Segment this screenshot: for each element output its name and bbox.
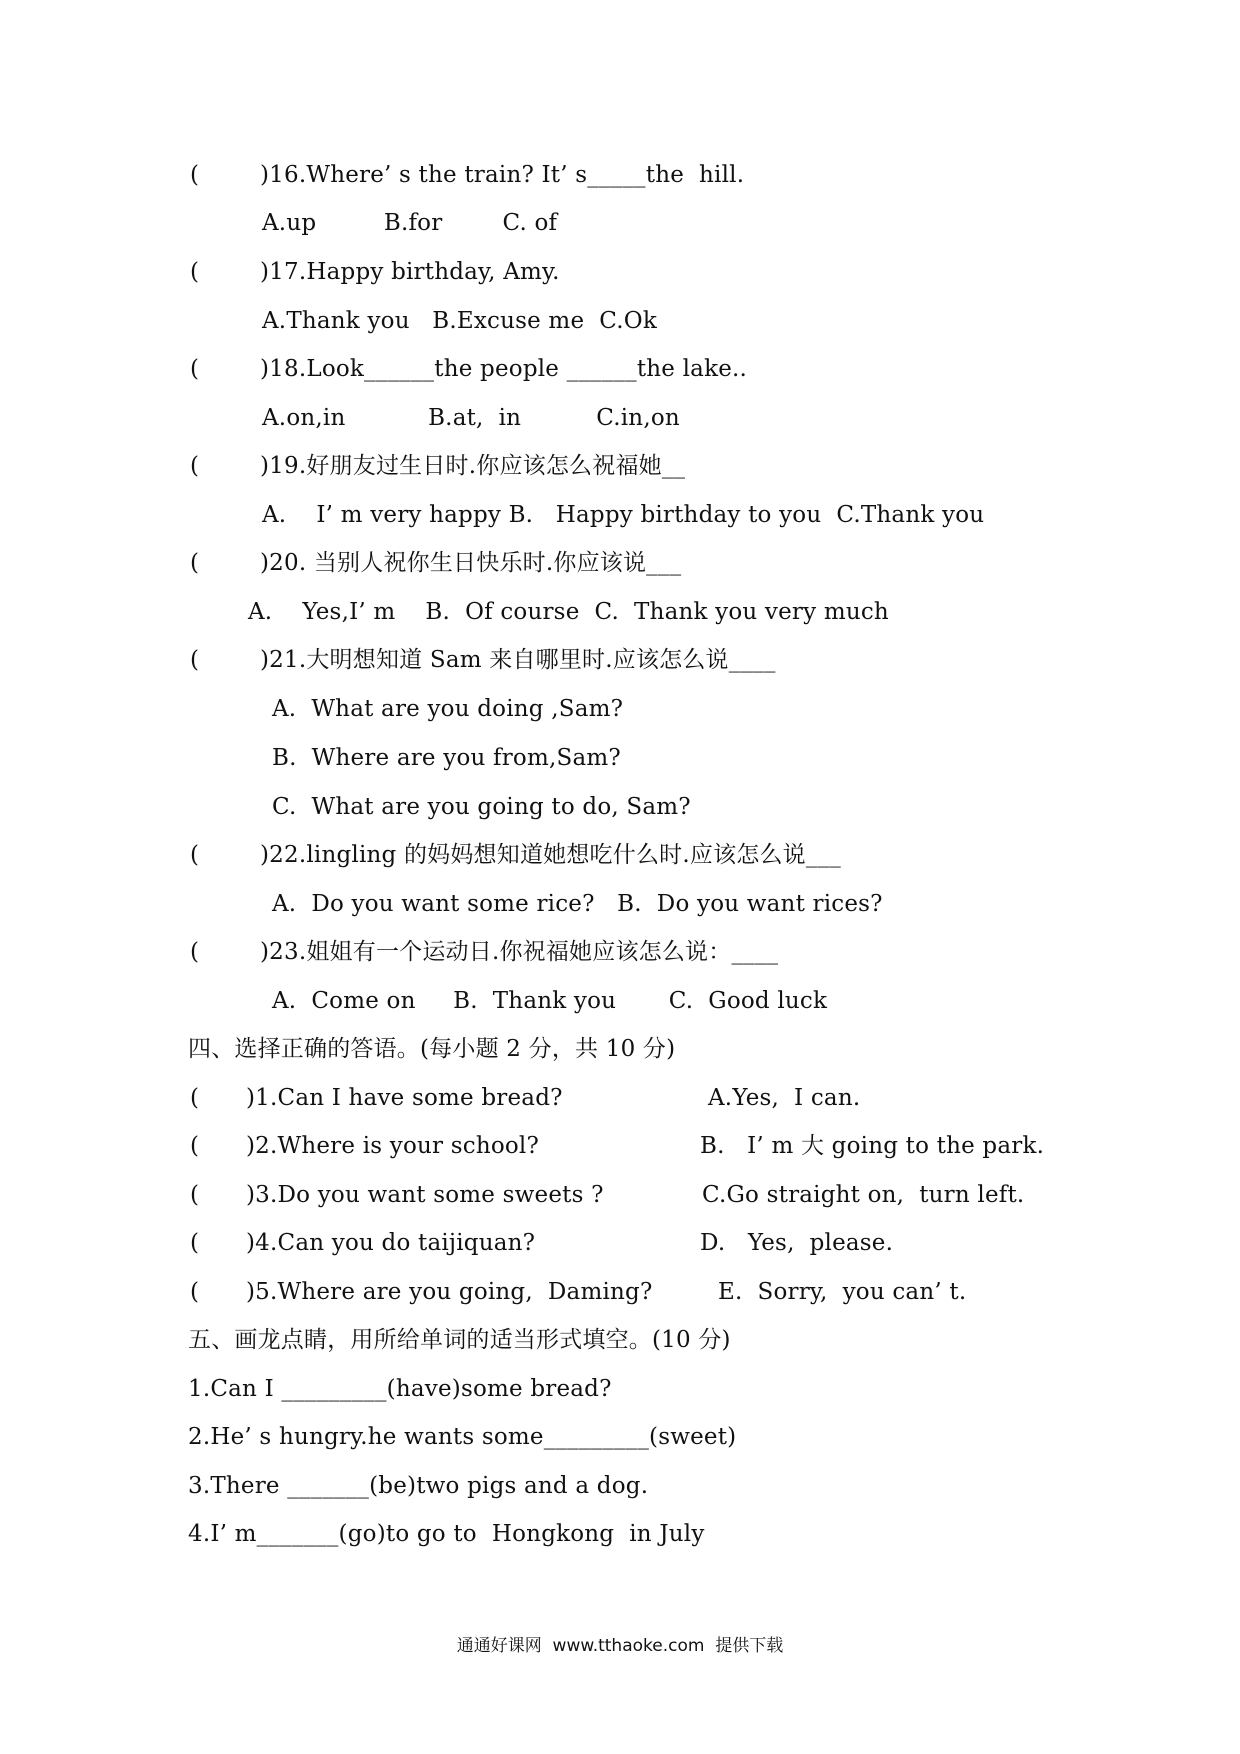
answer-bracket: ( xyxy=(190,550,199,576)
fill-blank-2: 2.He’ s hungry.he wants some_________(sweet) xyxy=(188,1424,737,1450)
match-answer-d: D. Yes, please. xyxy=(700,1230,894,1256)
question-18-options: A.on,in B.at, in C.in,on xyxy=(262,405,680,431)
question-21-option-a: A. What are you doing ,Sam? xyxy=(272,696,624,722)
answer-bracket: ( xyxy=(190,259,199,285)
question-20: )20. 当别人祝你生日快乐时.你应该说___ xyxy=(260,550,682,576)
answer-bracket: ( xyxy=(190,453,199,479)
question-19-options: A. I’ m very happy B. Happy birthday to you C.Thank you xyxy=(262,502,985,528)
match-question-5: )5.Where are you going, Daming? xyxy=(246,1279,653,1305)
fill-blank-1: 1.Can I _________(have)some bread? xyxy=(188,1376,612,1402)
question-18: )18.Look______the people ______the lake.. xyxy=(260,356,748,382)
question-23-options: A. Come on B. Thank you C. Good luck xyxy=(272,988,828,1014)
fill-blank-4: 4.I’ m_______(go)to go to Hongkong in July xyxy=(188,1521,705,1547)
answer-bracket: ( xyxy=(190,1133,199,1159)
answer-bracket: ( xyxy=(190,356,199,382)
match-question-3: )3.Do you want some sweets ? xyxy=(246,1182,604,1208)
answer-bracket: ( xyxy=(190,1085,199,1111)
question-16-options: A.up B.for C. of xyxy=(262,210,558,236)
question-23: )23.姐姐有一个运动日.你祝福她应该怎么说：____ xyxy=(260,939,779,965)
answer-bracket: ( xyxy=(190,842,199,868)
question-17: )17.Happy birthday, Amy. xyxy=(260,259,560,285)
section-5-heading: 五、画龙点睛，用所给单词的适当形式填空。(10 分) xyxy=(188,1327,731,1353)
answer-bracket: ( xyxy=(190,939,199,965)
question-17-options: A.Thank you B.Excuse me C.Ok xyxy=(262,308,657,334)
match-question-4: )4.Can you do taijiquan? xyxy=(246,1230,536,1256)
match-answer-e: E. Sorry, you can’ t. xyxy=(718,1279,967,1305)
match-answer-b: B. I’ m 大 going to the park. xyxy=(700,1133,1045,1159)
question-21-option-c: C. What are you going to do, Sam? xyxy=(272,794,691,820)
answer-bracket: ( xyxy=(190,1279,199,1305)
page-footer: 通通好课网 www.tthaoke.com 提供下载 xyxy=(456,1636,784,1656)
match-question-2: )2.Where is your school? xyxy=(246,1133,540,1159)
section-4-heading: 四、选择正确的答语。(每小题 2 分，共 10 分) xyxy=(188,1036,676,1062)
match-question-1: )1.Can I have some bread? xyxy=(246,1085,563,1111)
question-21: )21.大明想知道 Sam 来自哪里时.应该怎么说____ xyxy=(260,647,776,673)
question-16: )16.Where’ s the train? It’ s_____the hill. xyxy=(260,162,745,188)
match-answer-c: C.Go straight on, turn left. xyxy=(702,1182,1025,1208)
question-22-options: A. Do you want some rice? B. Do you want rices? xyxy=(272,891,883,917)
answer-bracket: ( xyxy=(190,1230,199,1256)
answer-bracket: ( xyxy=(190,162,199,188)
answer-bracket: ( xyxy=(190,647,199,673)
match-answer-a: A.Yes, I can. xyxy=(708,1085,861,1111)
question-21-option-b: B. Where are you from,Sam? xyxy=(272,745,621,771)
answer-bracket: ( xyxy=(190,1182,199,1208)
fill-blank-3: 3.There _______(be)two pigs and a dog. xyxy=(188,1473,649,1499)
question-19: )19.好朋友过生日时.你应该怎么祝福她__ xyxy=(260,453,686,479)
question-22: )22.lingling 的妈妈想知道她想吃什么时.应该怎么说___ xyxy=(260,842,841,868)
question-20-options: A. Yes,I’ m B. Of course C. Thank you very much xyxy=(248,599,889,625)
